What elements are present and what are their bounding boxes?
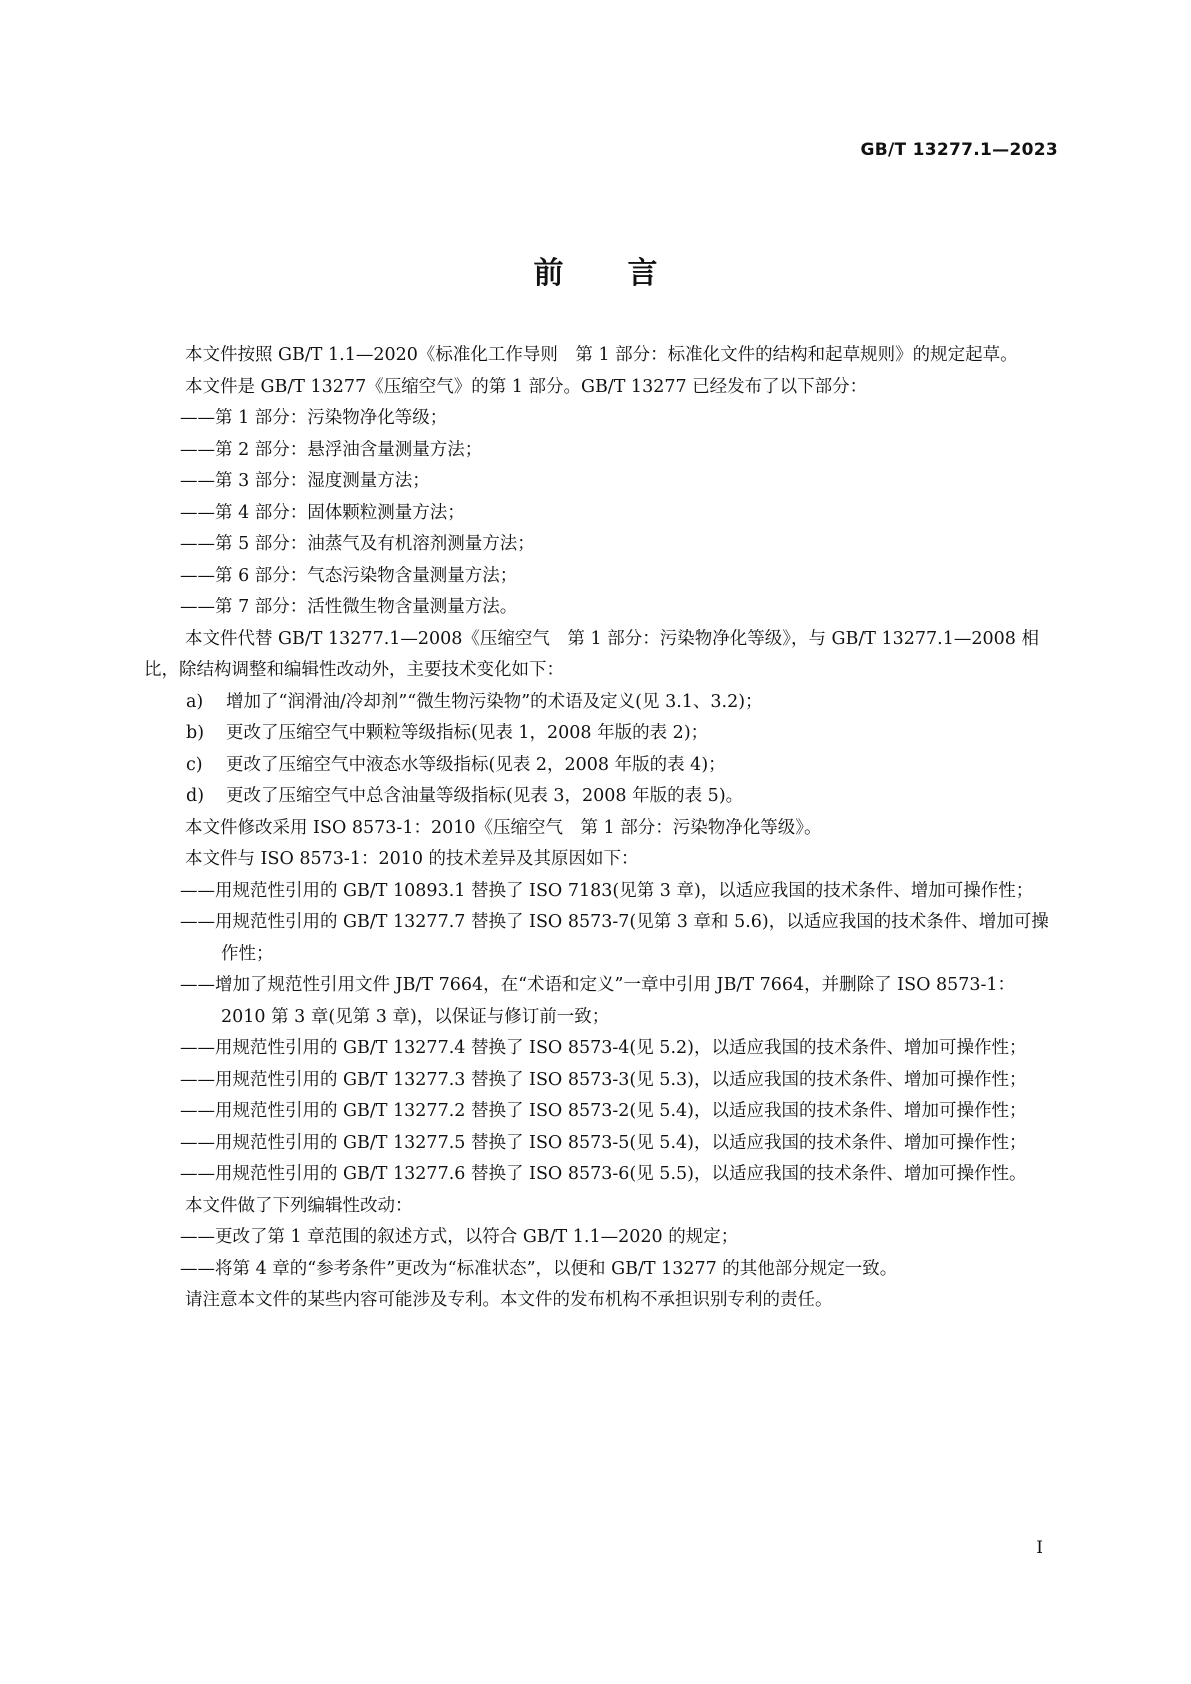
- list-item: ——用规范性引用的 GB/T 13277.3 替换了 ISO 8573-3(见 5.3)，以适应我国的技术条件、增加可操作性；: [180, 1069, 1027, 1090]
- list-item: ——用规范性引用的 GB/T 13277.4 替换了 ISO 8573-4(见 5.2)，以适应我国的技术条件、增加可操作性；: [180, 1038, 1027, 1058]
- paragraph: 本文件修改采用 ISO 8573-1：2010《压缩空气 第 1 部分：污染物净化等级》。: [185, 817, 822, 838]
- item-marker: c): [186, 754, 203, 775]
- paragraph: 本文件是 GB/T 13277《压缩空气》的第 1 部分。GB/T 13277 已经发布了以下部分：: [185, 376, 868, 397]
- list-item: ——第 6 部分：气态污染物含量测量方法；: [180, 565, 518, 586]
- standard-number: GB/T 13277.1—2023: [860, 140, 1058, 160]
- page-number: I: [1036, 1538, 1043, 1558]
- list-item: ——第 7 部分：活性微生物含量测量方法。: [180, 597, 518, 617]
- change-item: [144, 687, 1059, 719]
- item-text: 更改了压缩空气中总含油量等级指标(见表 3，2008 年版的表 5)。: [226, 786, 744, 806]
- item-text: 增加了“润滑油/冷却剂”“微生物污染物”的术语及定义(见 3.1、3.2)；: [226, 691, 763, 712]
- list-item: ——增加了规范性引用文件 JB/T 7664，在“术语和定义”一章中引用 JB/T 7664，并删除了 ISO 8573-1：2010 第 3 章(见第 3 章)，以保证与修订前一致；: [180, 975, 1016, 1027]
- list-item: ——将第 4 章的“参考条件”更改为“标准状态”，以便和 GB/T 13277 的其他部分规定一致。: [180, 1258, 898, 1279]
- paragraph: 本文件与 ISO 8573-1：2010 的技术差异及其原因如下：: [185, 849, 639, 869]
- paragraph: 请注意本文件的某些内容可能涉及专利。本文件的发布机构不承担识别专利的责任。: [185, 1290, 833, 1310]
- paragraph: 本文件做了下列编辑性改动：: [185, 1195, 413, 1216]
- change-item: [144, 750, 1059, 782]
- paragraph: 本文件按照 GB/T 1.1—2020《标准化工作导则 第 1 部分：标准化文件的结构和起草规则》的规定起草。: [185, 345, 1018, 365]
- change-item: [144, 781, 1059, 813]
- item-marker: a): [186, 691, 204, 712]
- change-item: [144, 718, 1059, 750]
- list-item: ——用规范性引用的 GB/T 13277.7 替换了 ISO 8573-7(见第 3 章和 5.6)，以适应我国的技术条件、增加可操作性；: [180, 912, 1049, 964]
- paragraph: 本文件代替 GB/T 13277.1—2008《压缩空气 第 1 部分：污染物净化等级》，与 GB/T 13277.1—2008 相比，除结构调整和编辑性改动外，主要技术变化如下：: [144, 628, 1039, 680]
- item-marker: b): [186, 723, 205, 743]
- list-item: ——更改了第 1 章范围的叙述方式，以符合 GB/T 1.1—2020 的规定；: [180, 1227, 739, 1247]
- list-item: ——第 2 部分：悬浮油含量测量方法；: [180, 439, 483, 460]
- list-item: ——第 4 部分：固体颗粒测量方法；: [180, 502, 465, 523]
- item-text: 更改了压缩空气中颗粒等级指标(见表 1，2008 年版的表 2)；: [226, 723, 709, 743]
- list-item: ——第 1 部分：污染物净化等级；: [180, 408, 448, 428]
- list-item: ——第 3 部分：湿度测量方法；: [180, 471, 430, 491]
- title-char: 前: [533, 256, 564, 291]
- list-item: ——用规范性引用的 GB/T 13277.2 替换了 ISO 8573-2(见 5.4)，以适应我国的技术条件、增加可操作性；: [180, 1101, 1027, 1121]
- list-item: ——用规范性引用的 GB/T 13277.6 替换了 ISO 8573-6(见 5.5)，以适应我国的技术条件、增加可操作性。: [180, 1164, 1027, 1184]
- item-marker: d): [186, 786, 205, 806]
- list-item: ——用规范性引用的 GB/T 13277.5 替换了 ISO 8573-5(见 5.4)，以适应我国的技术条件、增加可操作性；: [180, 1132, 1027, 1153]
- title-char: 言: [627, 256, 658, 291]
- item-text: 更改了压缩空气中液态水等级指标(见表 2，2008 年版的表 4)；: [226, 754, 726, 775]
- foreword-body: [144, 340, 1059, 1317]
- list-item: ——用规范性引用的 GB/T 10893.1 替换了 ISO 7183(见第 3 章)，以适应我国的技术条件、增加可操作性；: [180, 880, 1034, 901]
- page-title: [0, 248, 1191, 292]
- list-item: ——第 5 部分：油蒸气及有机溶剂测量方法；: [180, 534, 535, 554]
